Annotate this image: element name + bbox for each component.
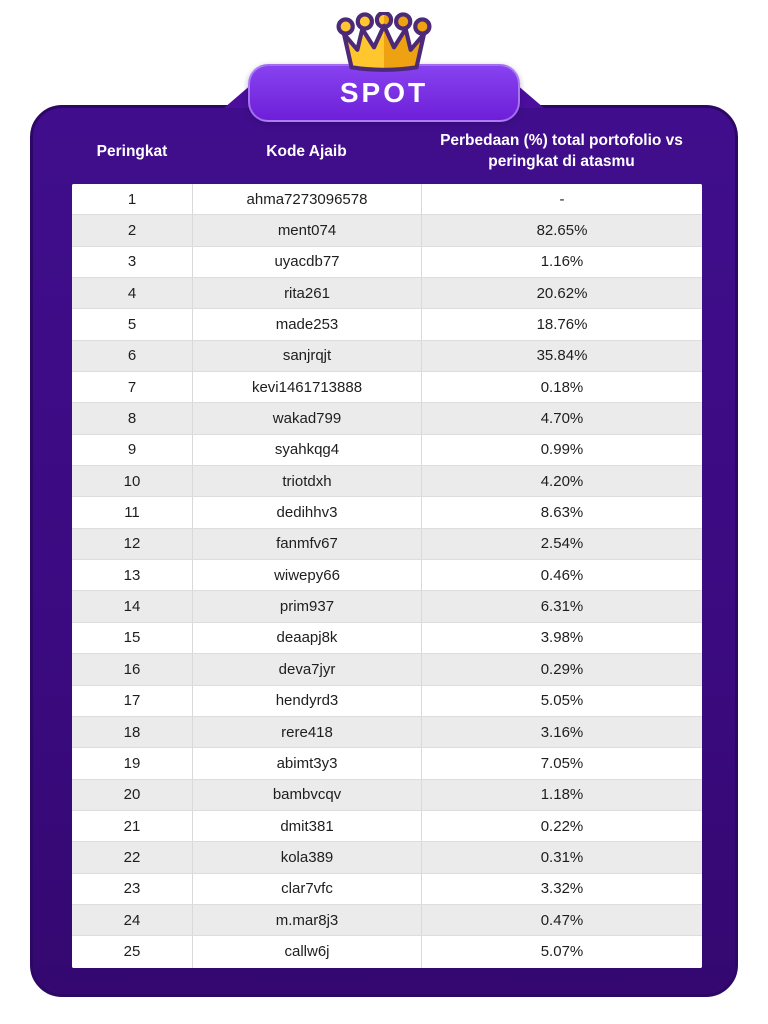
- table-row: [72, 874, 702, 905]
- diff-cell: 2.54%: [421, 529, 702, 559]
- table-row: [72, 560, 702, 591]
- column-header-code: Kode Ajaib: [266, 142, 347, 160]
- code-cell: dmit381: [192, 811, 421, 841]
- code-cell: rere418: [192, 717, 421, 747]
- diff-cell: 7.05%: [421, 748, 702, 778]
- rank-cell: 5: [127, 316, 137, 334]
- diff-cell: 6.31%: [421, 591, 702, 621]
- table-row: [72, 278, 702, 309]
- rank-cell: 10: [123, 472, 141, 490]
- rank-cell: 14: [123, 598, 141, 616]
- table-row: [72, 435, 702, 466]
- diff-cell: 0.18%: [421, 372, 702, 402]
- table-row: [72, 717, 702, 748]
- leaderboard-card: [30, 105, 738, 997]
- column-header-rank: Peringkat: [96, 142, 168, 160]
- diff-cell: 3.98%: [421, 623, 702, 653]
- rank-cell: 3: [127, 253, 137, 271]
- rank-cell: 21: [123, 817, 141, 835]
- rank-cell: 6: [127, 347, 137, 365]
- code-cell: clar7vfc: [192, 874, 421, 904]
- code-cell: deva7jyr: [192, 654, 421, 684]
- rank-cell: 17: [123, 692, 141, 710]
- table-row: [72, 811, 702, 842]
- code-cell: kola389: [192, 842, 421, 872]
- rank-cell: 15: [123, 629, 141, 647]
- table-row: [72, 936, 702, 967]
- code-cell: sanjrqjt: [192, 341, 421, 371]
- rank-cell: 8: [127, 410, 137, 428]
- diff-cell: 20.62%: [421, 278, 702, 308]
- rank-cell: 4: [127, 284, 137, 302]
- rank-cell: 20: [123, 786, 141, 804]
- rank-cell: 9: [127, 441, 137, 459]
- table-row: [72, 466, 702, 497]
- code-cell: wakad799: [192, 403, 421, 433]
- code-cell: dedihhv3: [192, 497, 421, 527]
- table-row: [72, 780, 702, 811]
- diff-cell: 82.65%: [421, 215, 702, 245]
- code-cell: callw6j: [192, 936, 421, 967]
- table-row: [72, 654, 702, 685]
- code-cell: uyacdb77: [192, 247, 421, 277]
- diff-cell: 0.46%: [421, 560, 702, 590]
- spot-badge-label: SPOT: [339, 77, 429, 108]
- diff-cell: 5.05%: [421, 686, 702, 716]
- rank-cell: 13: [123, 566, 141, 584]
- code-cell: triotdxh: [192, 466, 421, 496]
- table-row: [72, 748, 702, 779]
- code-cell: ahma7273096578: [192, 184, 421, 214]
- rank-cell: 25: [123, 943, 141, 961]
- code-cell: abimt3y3: [192, 748, 421, 778]
- code-cell: bambvcqv: [192, 780, 421, 810]
- table-row: [72, 184, 702, 215]
- table-row: [72, 341, 702, 372]
- table-row: [72, 372, 702, 403]
- code-cell: syahkqg4: [192, 435, 421, 465]
- table-row: [72, 215, 702, 246]
- table-row: [72, 842, 702, 873]
- diff-cell: 0.29%: [421, 654, 702, 684]
- rank-cell: 1: [127, 190, 137, 208]
- table-row: [72, 403, 702, 434]
- rank-cell: 12: [123, 535, 141, 553]
- rank-cell: 22: [123, 848, 141, 866]
- table-row: [72, 591, 702, 622]
- diff-cell: 1.16%: [421, 247, 702, 277]
- rank-cell: 23: [123, 880, 141, 898]
- crown-icon: [334, 12, 434, 76]
- diff-cell: 4.20%: [421, 466, 702, 496]
- diff-cell: 0.99%: [421, 435, 702, 465]
- diff-cell: -: [421, 184, 702, 214]
- code-cell: wiwepy66: [192, 560, 421, 590]
- table-row: [72, 529, 702, 560]
- table-header: [72, 122, 702, 182]
- table-row: [72, 623, 702, 654]
- rank-cell: 11: [124, 504, 140, 522]
- diff-cell: 5.07%: [421, 936, 702, 967]
- table-row: [72, 905, 702, 936]
- code-cell: made253: [192, 309, 421, 339]
- column-header-diff: Perbedaan (%) total portofolio vs peringkat di atasmu: [440, 132, 683, 170]
- diff-cell: 3.16%: [421, 717, 702, 747]
- diff-cell: 0.22%: [421, 811, 702, 841]
- diff-cell: 18.76%: [421, 309, 702, 339]
- diff-cell: 3.32%: [421, 874, 702, 904]
- code-cell: m.mar8j3: [192, 905, 421, 935]
- diff-cell: 0.31%: [421, 842, 702, 872]
- code-cell: ment074: [192, 215, 421, 245]
- rank-cell: 2: [127, 222, 137, 240]
- table-row: [72, 497, 702, 528]
- rank-cell: 16: [123, 660, 141, 678]
- code-cell: kevi1461713888: [192, 372, 421, 402]
- rank-cell: 7: [127, 378, 137, 396]
- table-row: [72, 686, 702, 717]
- diff-cell: 0.47%: [421, 905, 702, 935]
- code-cell: fanmfv67: [192, 529, 421, 559]
- code-cell: hendyrd3: [192, 686, 421, 716]
- rank-cell: 18: [123, 723, 141, 741]
- table-row: [72, 309, 702, 340]
- diff-cell: 4.70%: [421, 403, 702, 433]
- diff-cell: 1.18%: [421, 780, 702, 810]
- leaderboard-table: [72, 184, 702, 968]
- diff-cell: 35.84%: [421, 341, 702, 371]
- code-cell: prim937: [192, 591, 421, 621]
- table-row: [72, 247, 702, 278]
- code-cell: rita261: [192, 278, 421, 308]
- diff-cell: 8.63%: [421, 497, 702, 527]
- code-cell: deaapj8k: [192, 623, 421, 653]
- rank-cell: 19: [123, 754, 141, 772]
- rank-cell: 24: [123, 911, 141, 929]
